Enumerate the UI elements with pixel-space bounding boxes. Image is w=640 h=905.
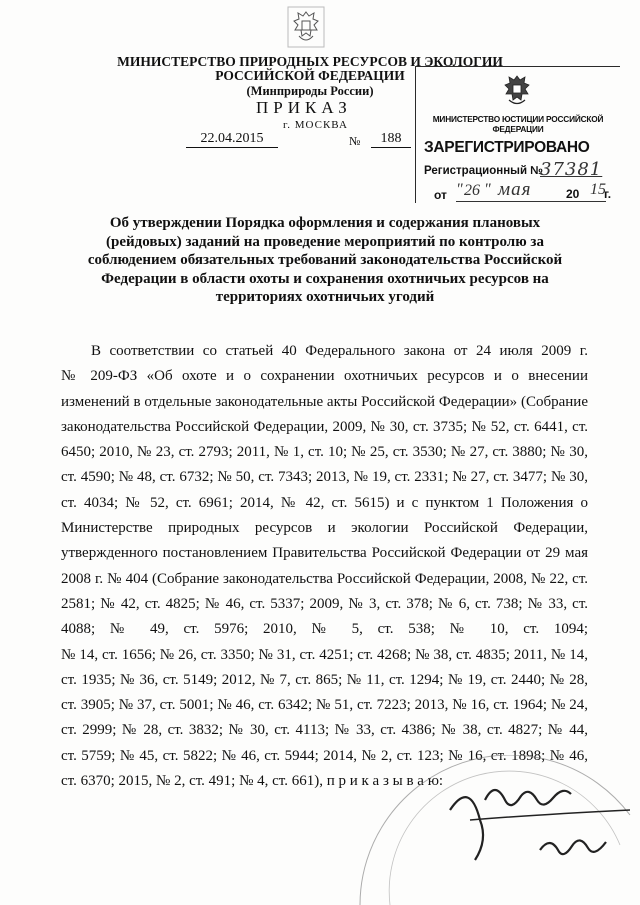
- stamp-year-handwritten: 15: [590, 181, 606, 198]
- document-city: г. МОСКВА: [283, 119, 348, 131]
- body-line: законодательства Российской Федерации, 2009, № 30, ст. 3735; № 52, ст. 6441, ст.: [61, 418, 588, 435]
- stamp-day: 26: [464, 182, 480, 199]
- document-date: 22.04.2015: [186, 131, 278, 148]
- stamp-ministry-name: МИНИСТЕРСТВО ЮСТИЦИИ РОССИЙСКОЙ ФЕДЕРАЦИИ: [432, 114, 604, 134]
- stamp-quote-open: ": [456, 181, 463, 198]
- stamp-year-prefix: 20: [566, 187, 580, 201]
- stamp-date-underline: [456, 201, 606, 202]
- body-line: ст. 6370; 2015, № 2, ст. 491; № 4, ст. 661), п р и к а з ы в а ю:: [61, 773, 444, 790]
- coat-of-arms-icon: [500, 73, 534, 109]
- body-line: ст. 5759; № 45, ст. 5822; № 46, ст. 5944; 2014, № 2, ст. 123; № 16, ст. 1898; № 46,: [61, 747, 588, 764]
- body-line: Министерстве природных ресурсов и экологии Российской Федерации,: [61, 520, 588, 537]
- ministry-name-line2: РОССИЙСКОЙ ФЕДЕРАЦИИ: [215, 68, 405, 83]
- body-line: 2008 г. № 404 (Собрание законодательства Российской Федерации, 2008, № 22, ст.: [61, 570, 588, 587]
- body-line: утвержденного постановлением Правительства Российской Федерации от 29 мая: [61, 545, 588, 562]
- registration-stamp: [415, 66, 620, 203]
- body-line: ст. 1935; № 36, ст. 5149; 2012, № 7, ст. 865; № 11, ст. 1294; № 19, ст. 2440; № 28,: [61, 671, 588, 688]
- document-body: [61, 339, 588, 794]
- stamp-registration-label: Регистрационный №: [424, 165, 544, 177]
- body-line: ст. 3905; № 37, ст. 5001; № 46, ст. 6342; № 51, ст. 7223; 2013, № 16, ст. 1964; № 24,: [61, 697, 588, 714]
- ministry-short-name: (Минприроды России): [246, 84, 374, 98]
- body-line: № 14, ст. 1656; № 26, ст. 3350; № 31, ст. 4251; ст. 4268; № 38, ст. 4835; 2011, № 14,: [61, 646, 588, 663]
- body-line: 6450; 2010, № 23, ст. 2793; 2011, № 1, ст. 10; № 25, ст. 3530; № 27, ст. 3880; № 30,: [61, 444, 588, 461]
- number-sign: №: [349, 134, 361, 148]
- stamp-year-suffix: г.: [604, 187, 612, 201]
- signature-icon: [440, 770, 640, 900]
- stamp-month: мая: [498, 179, 532, 200]
- document-subject: Об утверждении Порядка оформления и содержания плановых (рейдовых) заданий на проведение мероприятий по контролю за соблюдением обязательных требований законодательства Российской Федерации в области охоты и сохранения охотничьих ресурсов на территориях охотничьих угодий: [87, 215, 563, 306]
- body-line: В соответствии со статьей 40 Федерального закона от 24 июля 2009 г.: [91, 343, 588, 359]
- body-line: ст. 4034; № 52, ст. 6961; 2014, № 42, ст. 5615) и с пунктом 1 Положения о: [61, 494, 588, 511]
- body-line: № 209-ФЗ «Об охоте и о сохранении охотничьих ресурсов и о внесении: [61, 368, 588, 385]
- body-line: 2581; № 42, ст. 4825; № 46, ст. 5337; 2009, № 3, ст. 378; № 6, ст. 738; № 33, ст.: [61, 595, 588, 612]
- body-line: изменений в отдельные законодательные акты Российской Федерации» (Собрание: [61, 393, 588, 410]
- stamp-registration-number: 37381: [540, 159, 603, 180]
- body-line: ст. 4590; № 48, ст. 6732; № 50, ст. 7343; 2013, № 19, ст. 2331; № 27, ст. 3477; № 30,: [61, 469, 588, 486]
- stamp-from-label: от: [434, 188, 447, 202]
- stamp-registered-label: ЗАРЕГИСТРИРОВАНО: [424, 139, 590, 156]
- body-line: ст. 2999; № 28, ст. 3832; № 30, ст. 4113; № 33, ст. 4386; № 38, ст. 4827; № 44,: [61, 722, 588, 739]
- document-type: ПРИКАЗ: [256, 98, 352, 117]
- stamp-quote-close: ": [484, 181, 491, 198]
- ministry-name-line1: МИНИСТЕРСТВО ПРИРОДНЫХ РЕСУРСОВ И ЭКОЛОГИИ: [117, 54, 503, 69]
- coat-of-arms-icon: [287, 6, 325, 48]
- document-number: 188: [371, 131, 411, 148]
- body-line: 4088; № 49, ст. 5976; 2010, № 5, ст. 538; № 10, ст. 1094;: [61, 621, 588, 638]
